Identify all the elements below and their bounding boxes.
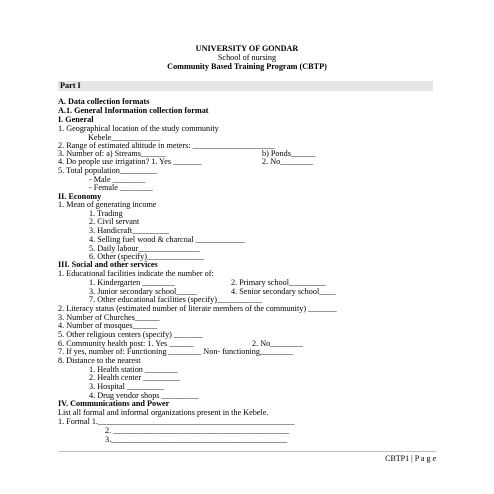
question-line: 5. Total population_________ <box>58 166 157 175</box>
list-item: 7. Other educational facilities (specify)___________ <box>89 295 263 304</box>
footer-divider <box>58 451 436 452</box>
question-line: 2. ___________________________________________ <box>105 426 290 435</box>
question-line: 6. Community health post: 1. Yes ______ <box>58 339 194 348</box>
question-option: 2. No________ <box>252 339 303 348</box>
question-line: 3.___________________________________________ <box>105 435 288 444</box>
question-line: List all formal and informal organizations present in the Kebele. <box>58 408 269 417</box>
question-line: 8. Distance to the nearest <box>58 356 141 365</box>
section-social: III. Social and other services <box>58 260 158 269</box>
question-line: 4. Do people use irrigation? 1. Yes _______ <box>58 157 202 166</box>
list-item: - Male ________ <box>89 175 146 184</box>
subsection-heading: A.1. General Information collection format <box>58 106 209 115</box>
question-line: 3. Number of Churches______ <box>58 313 160 322</box>
question-line: 1. Educational facilities indicate the number of: <box>58 269 214 278</box>
question-line: 1. Formal 1.________________________________________________ <box>58 417 295 426</box>
page-footer: CBTP1 | P a g e <box>385 454 436 463</box>
list-item: 6. Other (specify)______________ <box>89 252 205 261</box>
program-title: Community Based Training Program (CBTP) <box>167 62 327 71</box>
list-item: 4. Drug vendor shops _________ <box>89 391 199 400</box>
list-item: 4. Senior secondary school____ <box>231 287 336 296</box>
list-item: 1. Trading <box>89 209 123 218</box>
question-line: 2. Literacy status (estimated number of literate members of the community) _______ <box>58 304 337 313</box>
question-line: 4. Number of mosques______ <box>58 321 158 330</box>
list-item: - Female ________ <box>89 183 153 192</box>
section-general: I. General <box>58 115 94 124</box>
list-item: 3. Junior secondary school_____ <box>89 287 197 296</box>
university-title: UNIVERSITY OF GONDAR <box>195 44 299 53</box>
list-item: 2. Primary school_________ <box>231 278 326 287</box>
question-line: 3. Number of: a) Streams______ <box>58 149 166 158</box>
list-item: 2. Civil servant <box>89 217 140 226</box>
kebele-field: Kebele____________ <box>88 133 161 142</box>
part-heading: Part I <box>58 81 433 91</box>
list-item: 2. Health center _________ <box>89 373 180 382</box>
list-item: 4. Selling fuel wood & charcoal ____________ <box>89 235 245 244</box>
section-economy: II. Economy <box>58 192 102 201</box>
question-line: 7. If yes, number of: Functioning ________ Non- functioning________ <box>58 347 293 356</box>
list-item: 1. Health station ________ <box>89 365 178 374</box>
question-line: 1. Mean of generating income <box>58 200 157 209</box>
question-line: 5. Other religious centers (specify) _______ <box>58 330 203 339</box>
list-item: 1. Kindergarten ________ <box>89 278 176 287</box>
list-item: 3. Handicraft_________ <box>89 226 170 235</box>
list-item: 5. Daily labour_______________ <box>89 244 200 253</box>
question-line: 2. Range of estimated altitude in meters: ____________________ <box>58 141 275 150</box>
question-line: 1. Geographical location of the study community <box>58 124 219 133</box>
school-name: School of nursing <box>217 53 277 62</box>
question-option: 2. No________ <box>262 157 313 166</box>
section-communications: IV. Communications and Power <box>58 399 170 408</box>
list-item: 3. Hospital _________ <box>89 382 164 391</box>
question-option: b) Ponds______ <box>262 149 316 158</box>
section-heading: A. Data collection formats <box>58 97 150 106</box>
